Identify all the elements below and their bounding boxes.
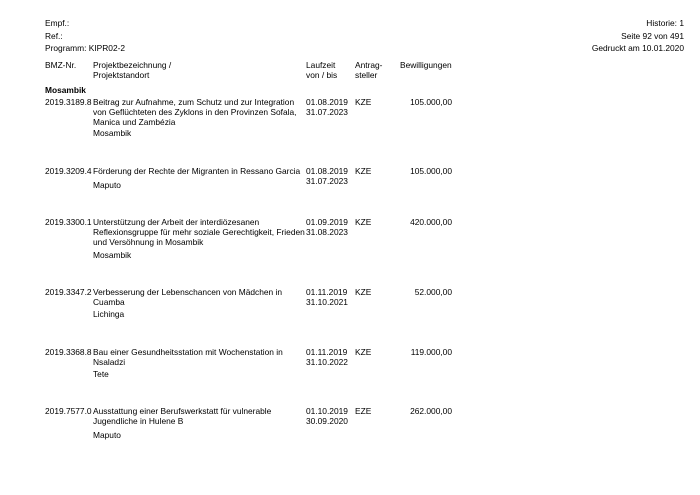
column-header-antrag-line2: steller <box>355 70 378 80</box>
end-date: 31.10.2022 <box>306 357 348 367</box>
amount: 262.000,00 <box>410 406 452 416</box>
project-location: Tete <box>93 369 109 379</box>
bmz-number: 2019.3300.1 <box>45 217 92 227</box>
empf-label: Empf.: <box>45 18 70 28</box>
column-header-bmz: BMZ-Nr. <box>45 60 77 70</box>
applicant: KZE <box>355 97 372 107</box>
amount: 420.000,00 <box>410 217 452 227</box>
bmz-number: 2019.3189.8 <box>45 97 92 107</box>
start-date: 01.11.2019 <box>306 347 348 357</box>
historie-label: Historie: 1 <box>646 18 684 28</box>
bmz-number: 2019.3347.2 <box>45 287 92 297</box>
section-heading: Mosambik <box>45 85 86 95</box>
project-title: Bau einer Gesundheitsstation mit Wochenstation in Nsaladzi <box>93 347 283 367</box>
amount: 105.000,00 <box>410 166 452 176</box>
column-header-projekt-line1: Projektbezeichnung / <box>93 60 172 70</box>
amount: 105.000,00 <box>410 97 452 107</box>
project-location: Mosambik <box>93 128 132 138</box>
start-date: 01.11.2019 <box>306 287 348 297</box>
ref-label: Ref.: <box>45 31 63 41</box>
project-title: Beitrag zur Aufnahme, zum Schutz und zur Integration von Geflüchteten des Zyklons in den Provinzen Sofala, Manica und Zambézia <box>93 97 297 127</box>
column-header-bewilligungen: Bewilligungen <box>400 60 452 70</box>
project-title: Förderung der Rechte der Migranten in Ressano Garcia <box>93 166 301 176</box>
end-date: 31.10.2021 <box>306 297 348 307</box>
column-header-antragsteller <box>355 60 382 80</box>
column-header-laufzeit-line2: von / bis <box>306 70 338 80</box>
project-location: Lichinga <box>93 309 125 319</box>
end-date: 31.07.2023 <box>306 176 348 186</box>
print-date: Gedruckt am 10.01.2020 <box>591 43 684 53</box>
start-date: 01.09.2019 <box>306 217 348 227</box>
applicant: KZE <box>355 347 372 357</box>
project-title: Ausstattung einer Berufswerkstatt für vulnerable Jugendliche in Hulene B <box>93 406 272 426</box>
project-location: Mosambik <box>93 250 132 260</box>
applicant: EZE <box>355 406 372 416</box>
applicant: KZE <box>355 217 372 227</box>
start-date: 01.08.2019 <box>306 97 348 107</box>
column-header-laufzeit-line1: Laufzeit <box>306 60 336 70</box>
project-title: Unterstützung der Arbeit der interdiözesanen Reflexionsgruppe für mehr soziale Gerechtigkeit, Frieden und Versöhnung in Mosambik <box>93 217 305 247</box>
start-date: 01.10.2019 <box>306 406 348 416</box>
amount: 119.000,00 <box>410 347 452 357</box>
column-header-laufzeit <box>306 60 337 80</box>
project-title: Verbesserung der Lebenschancen von Mädchen in Cuamba <box>93 287 283 307</box>
column-header-antrag-line1: Antrag- <box>355 60 383 70</box>
applicant: KZE <box>355 166 372 176</box>
amount: 52.000,00 <box>414 287 452 297</box>
programm-label: Programm: KIPR02-2 <box>45 43 126 53</box>
end-date: 30.09.2020 <box>306 416 348 426</box>
project-location: Maputo <box>93 430 121 440</box>
bmz-number: 2019.3209.4 <box>45 166 92 176</box>
page-number: Seite 92 von 491 <box>621 31 684 41</box>
end-date: 31.08.2023 <box>306 227 348 237</box>
start-date: 01.08.2019 <box>306 166 348 176</box>
column-header-projekt <box>93 60 171 80</box>
end-date: 31.07.2023 <box>306 107 348 117</box>
bmz-number: 2019.7577.0 <box>45 406 92 416</box>
applicant: KZE <box>355 287 372 297</box>
project-location: Maputo <box>93 180 121 190</box>
bmz-number: 2019.3368.8 <box>45 347 92 357</box>
column-header-projekt-line2: Projektstandort <box>93 70 150 80</box>
